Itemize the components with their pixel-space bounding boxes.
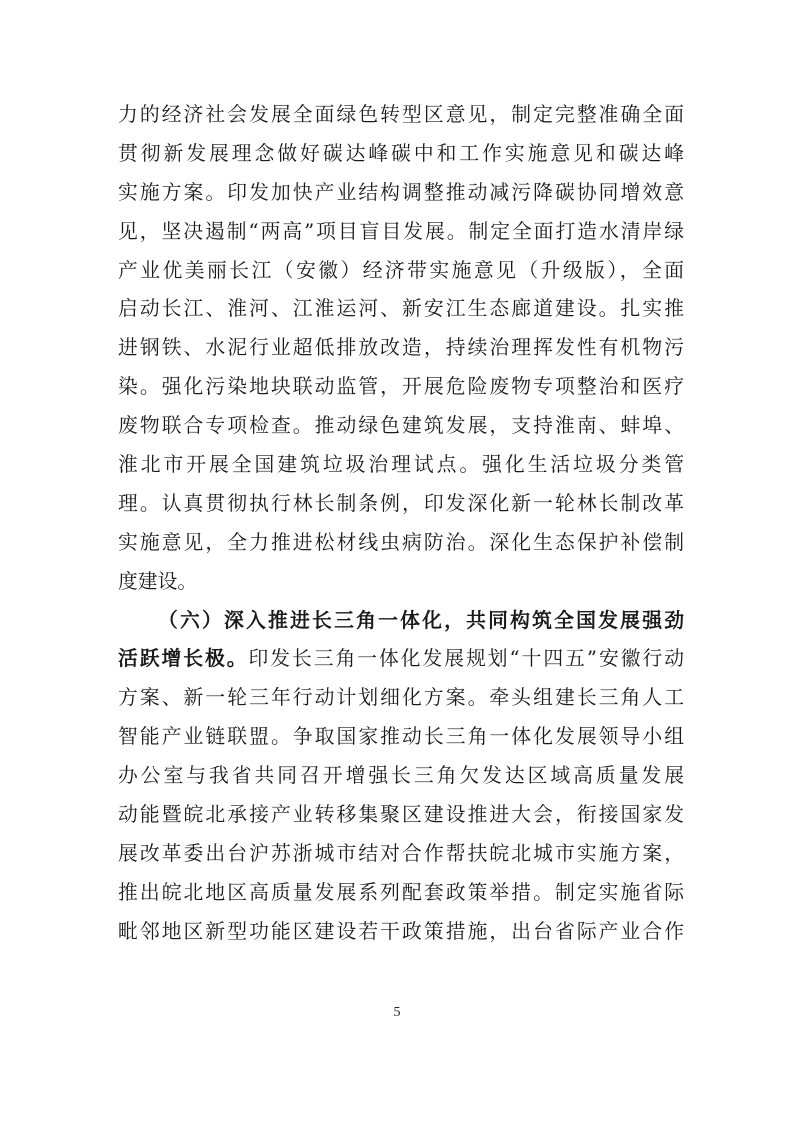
text-line: 推出皖北地区高质量发展系列配套政策举措。制定实施省际 [118, 880, 684, 904]
text-line: 动能暨皖北承接产业转移集聚区建设推进大会，衔接国家发 [118, 803, 684, 827]
text-line: 毗邻地区新型功能区建设若干政策措施，出台省际产业合作 [118, 919, 684, 943]
text-line: 度建设。 [118, 569, 198, 593]
text-line: 办公室与我省共同召开增强长三角欠发达区域高质量发展 [118, 764, 684, 788]
page-number: 5 [393, 1005, 401, 1020]
text-line: 产业优美丽长江（安徽）经济带实施意见（升级版），全面 [118, 258, 684, 282]
text-line: 实施方案。印发加快产业结构调整推动减污降碳协同增效意 [118, 180, 684, 204]
body-text [118, 96, 684, 952]
text-line: 贯彻新发展理念做好碳达峰碳中和工作实施意见和碳达峰 [118, 141, 684, 165]
text-line: 染。强化污染地块联动监管，开展危险废物专项整治和医疗 [118, 375, 684, 399]
paragraph-ecology [118, 96, 684, 602]
text-line: 启动长江、淮河、江淮运河、新安江生态廊道建设。扎实推 [118, 297, 684, 321]
text-line: 实施意见，全力推进松材线虫病防治。深化生态保护补偿制 [118, 530, 684, 554]
text-line: 力的经济社会发展全面绿色转型区意见，制定完整准确全面 [118, 103, 684, 126]
text-line: 智能产业链联盟。争取国家推动长三角一体化发展领导小组 [118, 725, 684, 749]
text-line: 理。认真贯彻执行林长制条例，印发深化新一轮林长制改革 [118, 491, 684, 515]
text-line: 方案、新一轮三年行动计划细化方案。牵头组建长三角人工 [118, 686, 684, 710]
text-line: 废物联合专项检查。推动绿色建筑发展，支持淮南、蚌埠、 [118, 414, 684, 438]
text-line: 展改革委出台沪苏浙城市结对合作帮扶皖北城市实施方案， [118, 841, 684, 865]
text-line: 见，坚决遏制“两高”项目盲目发展。制定全面打造水清岸绿 [118, 219, 684, 243]
section-heading: （六）深入推进长三角一体化，共同构筑全国发展强劲 [158, 608, 684, 632]
section-heading-continued: 活跃增长极。 [118, 647, 249, 671]
text-line [118, 640, 684, 679]
paragraph-yangtze-delta [118, 602, 684, 952]
text-line: 淮北市开展全国建筑垃圾治理试点。强化生活垃圾分类管 [118, 453, 684, 477]
text-run: 印发长三角一体化发展规划“十四五”安徽行动 [248, 647, 684, 671]
text-line: 进钢铁、水泥行业超低排放改造，持续治理挥发性有机物污 [118, 336, 684, 360]
